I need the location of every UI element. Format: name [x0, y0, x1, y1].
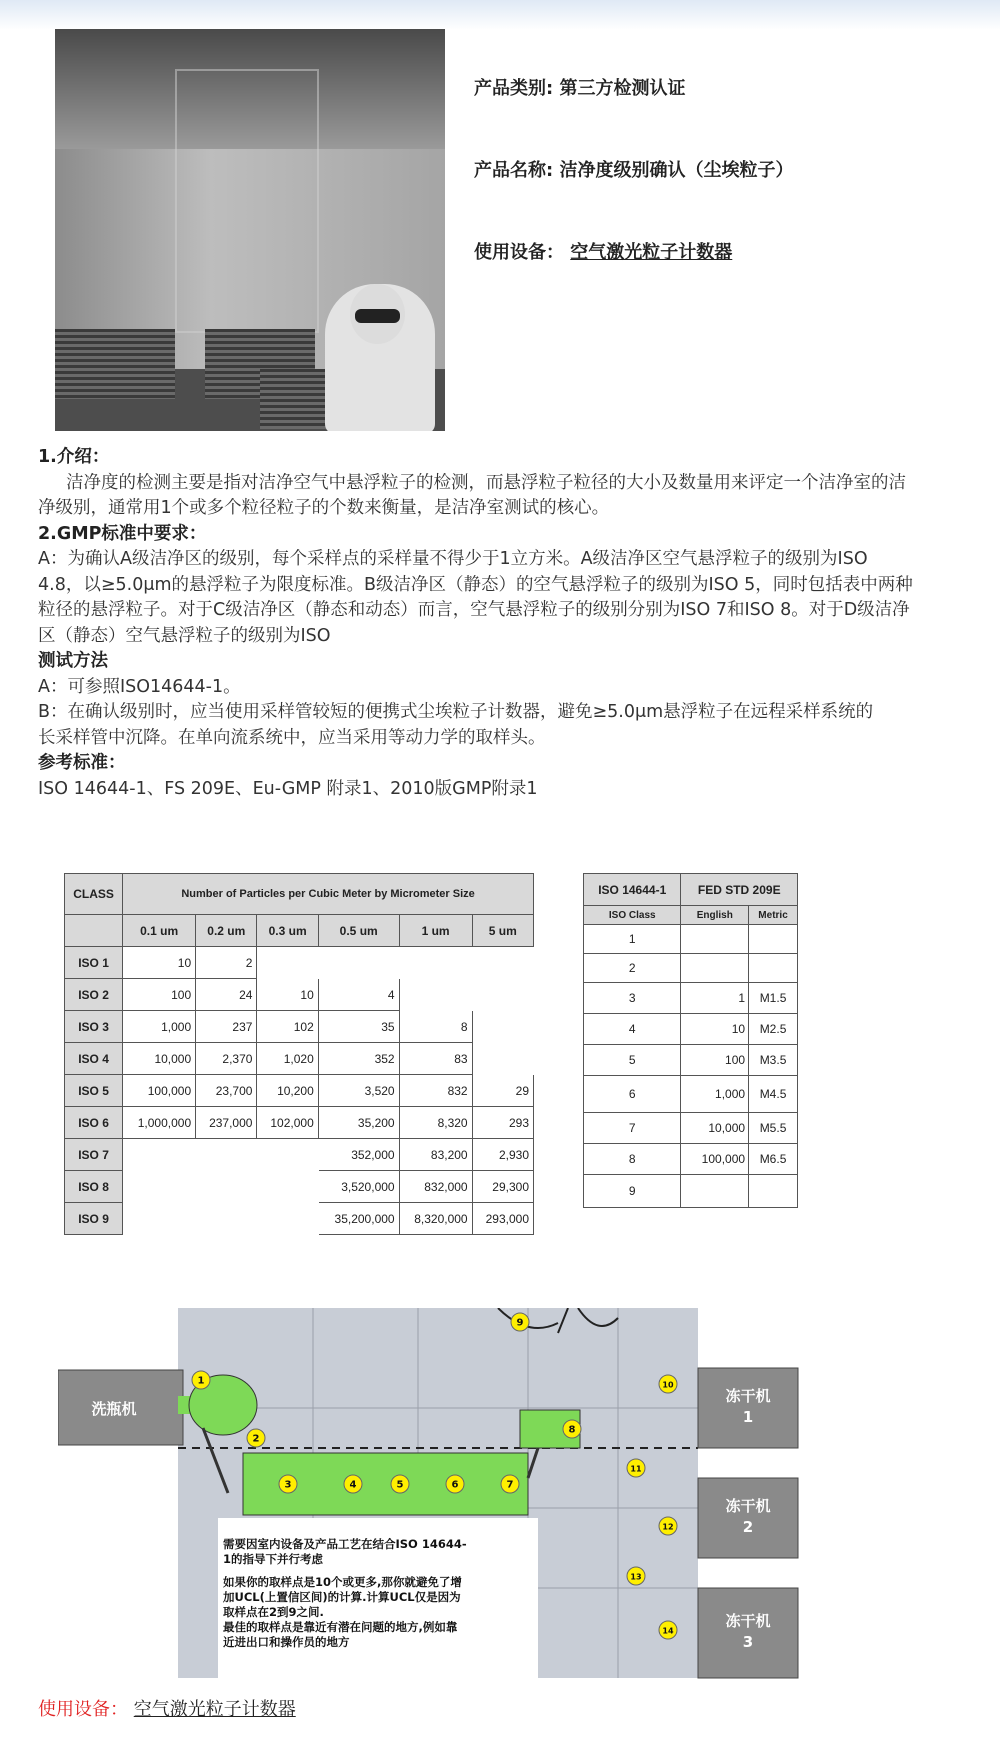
- freeze-dryers: [698, 1368, 798, 1678]
- photo-curtain: [175, 69, 319, 333]
- table-row: [65, 979, 534, 1011]
- gmp-text: A：为确认A级洁净区的级别，每个采样点的采样量不得少于1立方米。A级洁净区空气悬浮粒子的级别为ISO 4.8，以≥5.0μm的悬浮粒子为限度标准。B级洁净区（静态）的空气悬浮粒子的级别为ISO 5，同时包括表中两种粒径的悬浮粒子。对于C级洁净区（静态和动态）而言，空气悬浮粒子的级别分别为ISO 7和ISO 8。对于D级洁净区（静态）空气悬浮粒子的级别为ISO: [38, 549, 913, 646]
- value-cell: 237: [196, 1011, 257, 1043]
- value-cell: 10: [257, 979, 318, 1011]
- fed-std-body: [584, 925, 798, 1208]
- value-cell: 29: [472, 1075, 533, 1107]
- freeze-dryer-1-label: 冻干机: [725, 1387, 771, 1405]
- iso-header: ISO 14644-1: [584, 874, 681, 906]
- sub-english: English: [681, 906, 749, 925]
- cleanroom-photo: [55, 29, 445, 431]
- table-row: [65, 1139, 534, 1171]
- value-cell: 100: [123, 979, 196, 1011]
- size-header-4: 1 um: [399, 915, 472, 947]
- value-cell: [257, 1203, 318, 1235]
- table-row: [584, 983, 798, 1014]
- fed-header: FED STD 209E: [681, 874, 798, 906]
- footer-equipment: [38, 1695, 296, 1721]
- value-cell: [399, 947, 472, 979]
- english-cell: [681, 954, 749, 983]
- value-cell: 35,200,000: [318, 1203, 399, 1235]
- value-cell: 83: [399, 1043, 472, 1075]
- table-row: [584, 1113, 798, 1144]
- class-cell: ISO 4: [65, 1043, 123, 1075]
- iso-class-cell: 6: [584, 1076, 681, 1113]
- size-header-2: 0.3 um: [257, 915, 318, 947]
- iso-class-body: [65, 947, 534, 1235]
- class-cell: ISO 2: [65, 979, 123, 1011]
- value-cell: 237,000: [196, 1107, 257, 1139]
- value-cell: 2,930: [472, 1139, 533, 1171]
- value-cell: 3,520,000: [318, 1171, 399, 1203]
- iso-class-cell: 8: [584, 1144, 681, 1175]
- sub-metric: Metric: [749, 906, 798, 925]
- plan-note-3b: 近进出口和操作员的地方: [223, 1635, 350, 1649]
- size-header-0: 0.1 um: [123, 915, 196, 947]
- fed-std-table: [583, 873, 798, 1208]
- equipment-label: 使用设备：: [474, 242, 564, 263]
- intro-text: 洁净度的检测主要是指对洁净空气中悬浮粒子的检测，而悬浮粒子粒径的大小及数量用来评定一个洁净室的洁净级别，通常用1个或多个粒径粒子的个数来衡量，是洁净室测试的核心。: [38, 472, 906, 518]
- value-cell: [196, 1139, 257, 1171]
- washer-label: 洗瓶机: [91, 1400, 137, 1418]
- class-cell: ISO 1: [65, 947, 123, 979]
- freeze-dryer-2-num: 2: [742, 1518, 754, 1536]
- value-cell: 293: [472, 1107, 533, 1139]
- sampling-point-label: 1: [197, 1375, 205, 1387]
- method-b: B：在确认级别时，应当使用采样管较短的便携式尘埃粒子计数器，避免≥5.0μm悬浮粒子在远程采样系统的长采样管中沉降。在单向流系统中，应当采用等动力学的取样头。: [38, 702, 874, 748]
- plan-note-2b: 加UCL(上置信区间)的计算.计算UCL仅是因为: [223, 1590, 461, 1604]
- sampling-point-label: 8: [568, 1424, 576, 1436]
- value-cell: 1,000,000: [123, 1107, 196, 1139]
- iso-class-cell: 4: [584, 1014, 681, 1045]
- table-row: [584, 1076, 798, 1113]
- method-title: 测试方法: [38, 651, 108, 671]
- table-row: [584, 1175, 798, 1208]
- value-cell: 102,000: [257, 1107, 318, 1139]
- value-cell: [318, 947, 399, 979]
- value-cell: [257, 1139, 318, 1171]
- value-cell: 8,320: [399, 1107, 472, 1139]
- value-cell: [257, 947, 318, 979]
- value-cell: [123, 1171, 196, 1203]
- metric-cell: [749, 954, 798, 983]
- value-cell: 10,000: [123, 1043, 196, 1075]
- ref-text: ISO 14644-1、FS 209E、Eu-GMP 附录1、2010版GMP附录1: [38, 778, 538, 799]
- value-cell: [472, 979, 533, 1011]
- sampling-point-label: 6: [451, 1479, 459, 1491]
- value-cell: 10: [123, 947, 196, 979]
- iso-class-cell: 7: [584, 1113, 681, 1144]
- value-cell: 352,000: [318, 1139, 399, 1171]
- footer-link[interactable]: 空气激光粒子计数器: [133, 1699, 296, 1720]
- table-row: [65, 1107, 534, 1139]
- table-row: [584, 954, 798, 983]
- value-cell: 100,000: [123, 1075, 196, 1107]
- value-cell: [399, 979, 472, 1011]
- value-cell: 8: [399, 1011, 472, 1043]
- metric-cell: M6.5: [749, 1144, 798, 1175]
- table-row: [584, 1014, 798, 1045]
- sampling-point-label: 9: [516, 1317, 524, 1329]
- table-row: [65, 1203, 534, 1235]
- table-row: [65, 1171, 534, 1203]
- class-header: CLASS: [65, 874, 123, 915]
- product-equipment: [474, 238, 732, 264]
- value-cell: 8,320,000: [399, 1203, 472, 1235]
- value-cell: [472, 1043, 533, 1075]
- class-cell: ISO 8: [65, 1171, 123, 1203]
- value-cell: 4: [318, 979, 399, 1011]
- product-name: 产品名称: 洁净度级别确认（尘埃粒子）: [474, 160, 794, 181]
- equipment-link[interactable]: 空气激光粒子计数器: [570, 242, 733, 263]
- plan-note-2a: 如果你的取样点是10个或更多,那你就避免了增: [223, 1575, 462, 1589]
- class-cell: ISO 3: [65, 1011, 123, 1043]
- value-cell: [123, 1139, 196, 1171]
- metric-cell: [749, 1175, 798, 1208]
- group-header: Number of Particles per Cubic Meter by Micrometer Size: [123, 874, 534, 915]
- metric-cell: M3.5: [749, 1045, 798, 1076]
- intro-title: 1.介绍：: [38, 447, 110, 467]
- value-cell: 2,370: [196, 1043, 257, 1075]
- value-cell: 23,700: [196, 1075, 257, 1107]
- photo-vent-left: [55, 329, 175, 399]
- value-cell: [472, 947, 533, 979]
- sampling-point-label: 13: [630, 1572, 642, 1582]
- value-cell: 352: [318, 1043, 399, 1075]
- iso-class-cell: 3: [584, 983, 681, 1014]
- table-row: [65, 1075, 534, 1107]
- value-cell: 1,000: [123, 1011, 196, 1043]
- english-cell: 100,000: [681, 1144, 749, 1175]
- freeze-dryer-3-num: 3: [742, 1633, 754, 1651]
- iso-class-table: [64, 873, 534, 1235]
- english-cell: 1: [681, 983, 749, 1014]
- size-header-1: 0.2 um: [196, 915, 257, 947]
- plan-note-2c: 取样点在2到9之间.: [223, 1605, 324, 1619]
- freeze-dryer-2-label: 冻干机: [725, 1497, 771, 1515]
- size-header-3: 0.5 um: [318, 915, 399, 947]
- sampling-point-label: 14: [662, 1626, 674, 1636]
- sampling-point-label: 3: [284, 1479, 292, 1491]
- sampling-point-label: 12: [662, 1522, 674, 1532]
- value-cell: 293,000: [472, 1203, 533, 1235]
- value-cell: [196, 1203, 257, 1235]
- value-cell: 1,020: [257, 1043, 318, 1075]
- class-cell: ISO 6: [65, 1107, 123, 1139]
- value-cell: 832,000: [399, 1171, 472, 1203]
- class-cell: ISO 5: [65, 1075, 123, 1107]
- product-category: 产品类别: 第三方检测认证: [474, 78, 686, 99]
- class-cell: ISO 9: [65, 1203, 123, 1235]
- metric-cell: [749, 925, 798, 954]
- value-cell: 24: [196, 979, 257, 1011]
- value-cell: 832: [399, 1075, 472, 1107]
- value-cell: 35,200: [318, 1107, 399, 1139]
- value-cell: [257, 1171, 318, 1203]
- size-header-row: [65, 915, 534, 947]
- photo-operator-visor: [355, 309, 400, 323]
- sampling-point-label: 5: [396, 1479, 404, 1491]
- value-cell: 102: [257, 1011, 318, 1043]
- method-a: A：可参照ISO14644-1。: [38, 676, 241, 697]
- value-cell: 35: [318, 1011, 399, 1043]
- plan-note-1a: 需要因室内设备及产品工艺在结合ISO 14644-: [223, 1537, 467, 1551]
- sub-iso-class: ISO Class: [584, 906, 681, 925]
- sampling-point-label: 10: [662, 1380, 674, 1390]
- freeze-dryer-1-num: 1: [742, 1408, 754, 1426]
- plan-note-1b: 1的指导下并行考虑: [223, 1552, 324, 1566]
- metric-cell: M1.5: [749, 983, 798, 1014]
- value-cell: [123, 1203, 196, 1235]
- metric-cell: M2.5: [749, 1014, 798, 1045]
- sampling-point-label: 4: [349, 1479, 357, 1491]
- footer-label: 使用设备：: [38, 1699, 128, 1720]
- iso-class-cell: 9: [584, 1175, 681, 1208]
- value-cell: 10,200: [257, 1075, 318, 1107]
- value-cell: [196, 1171, 257, 1203]
- english-cell: 100: [681, 1045, 749, 1076]
- sampling-point-label: 7: [506, 1479, 514, 1491]
- english-cell: [681, 1175, 749, 1208]
- table-row: [584, 1144, 798, 1175]
- metric-cell: M5.5: [749, 1113, 798, 1144]
- top-gradient-bar: [0, 0, 1000, 30]
- value-cell: 29,300: [472, 1171, 533, 1203]
- english-cell: 10,000: [681, 1113, 749, 1144]
- sampling-floor-plan: [58, 1308, 818, 1688]
- table-row: [584, 1045, 798, 1076]
- iso-class-cell: 5: [584, 1045, 681, 1076]
- value-cell: [472, 1011, 533, 1043]
- value-cell: 83,200: [399, 1139, 472, 1171]
- value-cell: 3,520: [318, 1075, 399, 1107]
- table-row: [584, 925, 798, 954]
- iso-class-cell: 1: [584, 925, 681, 954]
- table-row: [65, 947, 534, 979]
- iso-class-cell: 2: [584, 954, 681, 983]
- size-header-blank: [65, 915, 123, 947]
- english-cell: [681, 925, 749, 954]
- sampling-point-label: 11: [630, 1464, 642, 1474]
- class-cell: ISO 7: [65, 1139, 123, 1171]
- sampling-point-label: 2: [252, 1433, 260, 1445]
- size-header-5: 5 um: [472, 915, 533, 947]
- english-cell: 10: [681, 1014, 749, 1045]
- intro-section: [38, 445, 958, 802]
- gmp-title: 2.GMP标准中要求：: [38, 523, 207, 544]
- freeze-dryer-3-label: 冻干机: [725, 1612, 771, 1630]
- table-row: [65, 1011, 534, 1043]
- english-cell: 1,000: [681, 1076, 749, 1113]
- table-row: [65, 1043, 534, 1075]
- metric-cell: M4.5: [749, 1076, 798, 1113]
- plan-note-3a: 最佳的取样点是靠近有潜在问题的地方,例如靠: [223, 1620, 458, 1634]
- value-cell: 2: [196, 947, 257, 979]
- ref-title: 参考标准：: [38, 753, 126, 773]
